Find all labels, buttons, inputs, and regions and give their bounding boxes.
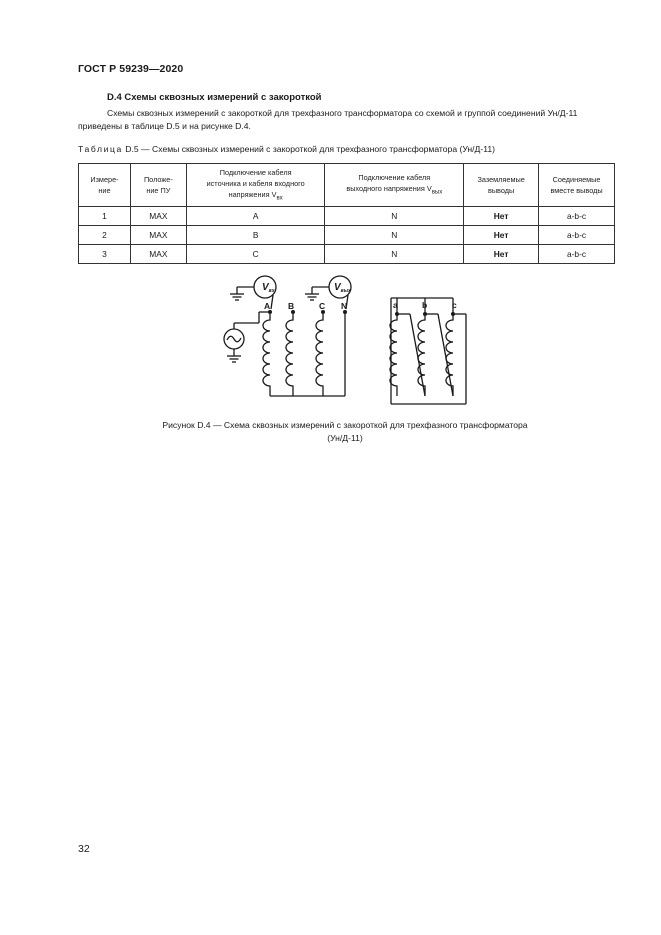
section-title: D.4 Схемы сквозных измерений с закороткой: [107, 92, 322, 103]
terminal-N: N: [341, 301, 348, 311]
header-input-connection: Подключение кабеля источника и кабеля входного напряжения $V_{вх}$: [186, 164, 325, 207]
cell-measurement: 2: [79, 226, 131, 245]
header-measurement: Измере- ние: [79, 164, 131, 207]
cell-grounded: Нет: [464, 245, 539, 264]
header-output-connection: Подключение кабеля выходного напряжения $V_{вых}$: [325, 164, 464, 207]
cell-joined: a-b-c: [539, 226, 615, 245]
cell-input: A: [186, 207, 325, 226]
terminal-a: a: [393, 300, 398, 310]
cell-joined: a-b-c: [539, 245, 615, 264]
measurements-table: [78, 163, 615, 264]
cell-position: MAX: [130, 245, 186, 264]
terminal-c: c: [452, 300, 457, 310]
cell-joined: a-b-c: [539, 207, 615, 226]
section-paragraph: Схемы сквозных измерений с закороткой для трехфазного трансформатора со схемой и группой соединений Ун/Д-11 приведены в таблице D.5 и на рисунке D.4.: [78, 108, 578, 131]
table-caption-text: D.5 — Схемы сквозных измерений с закороткой для трехфазного трансформатора (Ун/Д-11): [122, 144, 496, 154]
table-row: [79, 226, 615, 245]
meter-in-label: $V_{вх}$: [262, 282, 275, 294]
table-caption-label: Таблица: [78, 144, 123, 154]
page-number: 32: [78, 843, 90, 855]
cell-measurement: 3: [79, 245, 131, 264]
cell-output: N: [325, 226, 464, 245]
terminal-b: b: [422, 300, 428, 310]
header-joined-terminals: Соединяемые вместе выводы: [539, 164, 615, 207]
cell-grounded: Нет: [464, 226, 539, 245]
cell-output: N: [325, 245, 464, 264]
terminal-C: C: [319, 301, 326, 311]
cell-input: B: [186, 226, 325, 245]
meter-out-label: $V_{вых}$: [334, 282, 351, 294]
figure-caption: Рисунок D.4 — Схема сквозных измерений с закороткой для трехфазного трансформатора (Ун/Д-11): [162, 420, 528, 443]
cell-output: N: [325, 207, 464, 226]
transformer-diagram: [215, 268, 475, 413]
header-position: Положе- ние ПУ: [130, 164, 186, 207]
cell-position: MAX: [130, 226, 186, 245]
table-row: [79, 207, 615, 226]
table-header-row: [79, 164, 615, 207]
table-caption: [78, 144, 495, 154]
cell-input: C: [186, 245, 325, 264]
cell-grounded: Нет: [464, 207, 539, 226]
header-grounded-terminals: Заземляемые выводы: [464, 164, 539, 207]
terminal-A: A: [264, 301, 271, 311]
cell-measurement: 1: [79, 207, 131, 226]
cell-position: MAX: [130, 207, 186, 226]
document-header: ГОСТ Р 59239—2020: [78, 63, 184, 75]
terminal-B: B: [288, 301, 295, 311]
table-row: [79, 245, 615, 264]
